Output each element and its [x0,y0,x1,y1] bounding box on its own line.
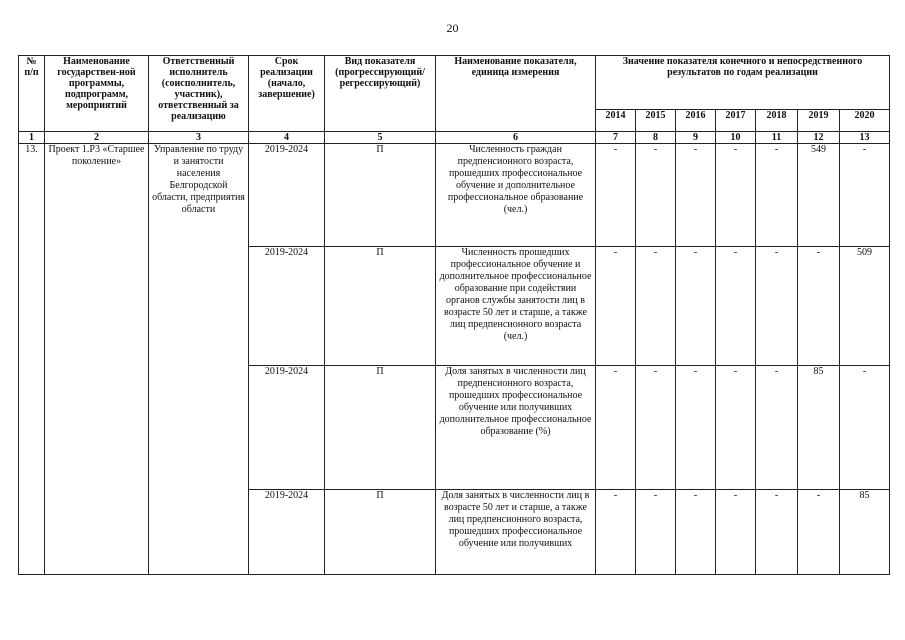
column-number: 3 [149,132,249,144]
header-term: Срок реализации (начало, завершение) [249,56,325,132]
value-cell: - [756,144,798,247]
column-number: 2 [45,132,149,144]
header-year: 2014 [596,110,636,132]
value-cell: - [596,247,636,366]
term-cell: 2019-2024 [249,247,325,366]
value-cell: - [716,247,756,366]
header-year: 2020 [840,110,890,132]
column-number: 12 [798,132,840,144]
value-cell: - [676,144,716,247]
value-cell: - [756,366,798,490]
indicator-cell: Доля занятых в численности лиц в возрасте 50 лет и старше, а также лиц предпенсионного возраста, прошедших профессиональное обучение или получивших [436,490,596,575]
value-cell: - [676,247,716,366]
value-cell: 509 [840,247,890,366]
term-cell: 2019-2024 [249,366,325,490]
header-indicator-type: Вид показателя (прогрессирующий/ регрессирующий) [325,56,436,132]
indicator-cell: Численность граждан предпенсионного возраста, прошедших профессиональное обучение и дополнительное профессиональное образование (чел.) [436,144,596,247]
header-year: 2016 [676,110,716,132]
value-cell: - [636,490,676,575]
value-cell: - [798,490,840,575]
value-cell: - [716,144,756,247]
header-year: 2017 [716,110,756,132]
header-indicator-name: Наименование показателя, единица измерения [436,56,596,132]
project-name: Проект 1.Р3 «Старшее поколение» [45,144,149,575]
column-number: 11 [756,132,798,144]
header-year: 2019 [798,110,840,132]
value-cell: - [716,366,756,490]
column-number: 6 [436,132,596,144]
column-number: 1 [19,132,45,144]
header-responsible: Ответственный исполнитель (соисполнитель, участник), ответственный за реализацию [149,56,249,132]
header-year: 2015 [636,110,676,132]
value-cell: - [636,247,676,366]
column-number: 9 [676,132,716,144]
column-number: 4 [249,132,325,144]
table-row [19,144,890,247]
value-cell: - [756,247,798,366]
value-cell: - [840,366,890,490]
row-number: 13. [19,144,45,575]
project-responsible: Управление по труду и занятости населения Белгородской области, предприятия области [149,144,249,575]
indicator-cell: Численность прошедших профессиональное обучение и дополнительное профессиональное образование при содействии органов службы занятости лиц в возрасте 50 лет и старше, а также лиц предпенсионного возраста (чел.) [436,247,596,366]
value-cell: - [756,490,798,575]
value-cell: - [636,144,676,247]
value-cell: - [840,144,890,247]
value-cell: 85 [840,490,890,575]
indicators-table [18,55,890,575]
column-number: 7 [596,132,636,144]
value-cell: - [596,144,636,247]
header-values: Значение показателя конечного и непосредственного результатов по годам реализации [596,56,890,110]
type-cell: П [325,144,436,247]
term-cell: 2019-2024 [249,490,325,575]
header-number: № п/п [19,56,45,132]
value-cell: - [596,366,636,490]
value-cell: - [676,366,716,490]
column-number: 10 [716,132,756,144]
column-number: 13 [840,132,890,144]
value-cell: 85 [798,366,840,490]
value-cell: - [798,247,840,366]
value-cell: - [596,490,636,575]
indicator-cell: Доля занятых в численности лиц предпенсионного возраста, прошедших профессиональное обучение или получивших дополнительное профессиональное образование (%) [436,366,596,490]
value-cell: 549 [798,144,840,247]
page-number: 20 [446,21,459,35]
header-year: 2018 [756,110,798,132]
term-cell: 2019-2024 [249,144,325,247]
column-number: 5 [325,132,436,144]
column-number: 8 [636,132,676,144]
value-cell: - [716,490,756,575]
type-cell: П [325,247,436,366]
header-program-name: Наименование государствен-ной программы, подпрограмм, мероприятий [45,56,149,132]
type-cell: П [325,366,436,490]
value-cell: - [636,366,676,490]
value-cell: - [676,490,716,575]
type-cell: П [325,490,436,575]
